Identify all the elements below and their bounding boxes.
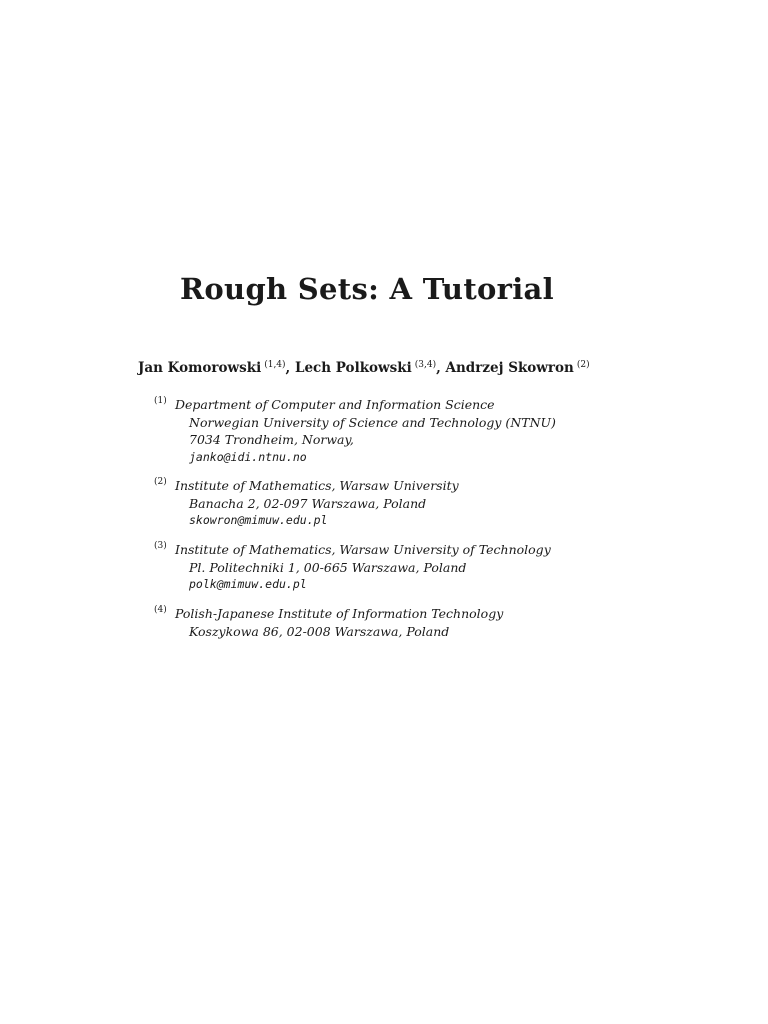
email-link[interactable]: polk@mimuw.edu.pl [189, 577, 307, 591]
affiliation-line: Pl. Politechniki 1, 00-665 Warszawa, Poland [189, 559, 467, 575]
author-separator: , [285, 360, 291, 376]
author-name: Jan Komorowski [138, 360, 262, 376]
affiliation-line: 7034 Trondheim, Norway, [189, 432, 354, 447]
affiliation-line: Institute of Mathematics, Warsaw University of Technology [175, 542, 551, 557]
affiliation-mark: (4) [154, 605, 167, 615]
author-affiliation-marks: (1,4) [264, 360, 286, 370]
email-link[interactable]: skowron@mimuw.edu.pl [189, 513, 328, 527]
affiliation-4 [154, 605, 503, 640]
author-list [138, 360, 590, 376]
email-link[interactable]: janko@idi.ntnu.no [189, 449, 307, 464]
affiliation-line: Polish-Japanese Institute of Information Technology [175, 606, 504, 621]
author-name: Andrzej Skowron [445, 360, 574, 376]
affiliation-1 [154, 396, 556, 466]
affiliation-2 [154, 477, 459, 530]
author-name: Lech Polkowski [294, 360, 412, 376]
paper-title: Rough Sets: A Tutorial [180, 272, 554, 306]
affiliation-mark: (1) [154, 396, 167, 406]
affiliation-mark: (2) [154, 477, 167, 487]
affiliation-line: Banacha 2, 02-097 Warszawa, Poland [189, 495, 427, 511]
author-affiliation-marks: (3,4) [414, 360, 437, 370]
affiliation-mark: (3) [154, 541, 167, 551]
author-separator: , [436, 360, 441, 376]
affiliation-line: Institute of Mathematics, Warsaw University [175, 478, 459, 493]
affiliation-3 [154, 541, 551, 594]
affiliation-line: Department of Computer and Information Science [175, 397, 495, 412]
affiliation-line: Norwegian University of Science and Technology (NTNU) [189, 414, 556, 430]
author-affiliation-marks: (2) [576, 360, 590, 370]
affiliation-line: Koszykowa 86, 02-008 Warszawa, Poland [189, 623, 450, 639]
